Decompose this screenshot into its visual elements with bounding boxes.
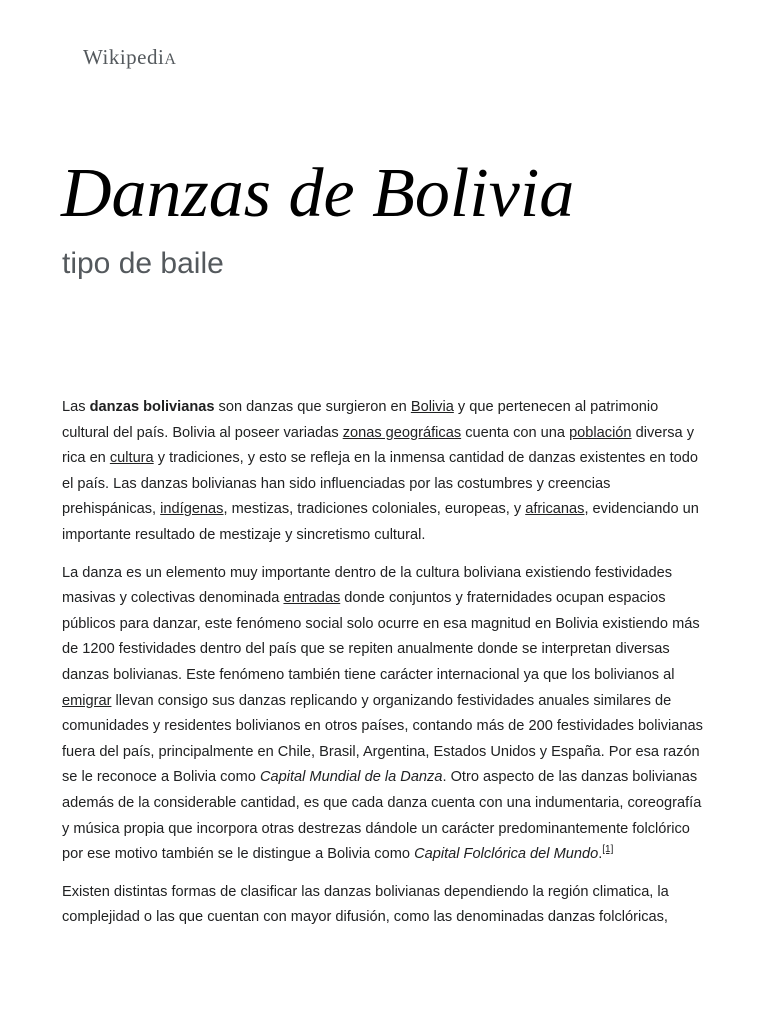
wikipedia-logo[interactable] [83, 44, 176, 73]
link-poblacion[interactable]: población [569, 424, 632, 441]
reference-1[interactable] [602, 844, 613, 855]
link-emigrar[interactable]: emigrar [62, 692, 112, 709]
text-run: son danzas que surgieron en [214, 399, 411, 415]
text-run: . Otro aspecto de las danzas bolivianas además de la considerable cantidad, es que cada danza cuenta con una indumentaria, coreografía y música propia que incorpora otras destrezas dándole un carácter predominantemente folclórico por ese motivo también se le distingue a Bolivia como [62, 769, 702, 863]
text-run: llevan consigo sus danzas replicando y organizando festividades anuales similares de comunidades y residentes bolivianos en otros países, contando más de 200 festividades bolivianas fuera del país, principalmente en Chile, Brasil, Argentina, Estados Unidos y España. Por esa razón se le reconoce a Bolivia como [62, 692, 703, 786]
paragraph-3 [62, 880, 708, 931]
logo-text-end: A [164, 51, 177, 68]
text-run: diversa y rica en [62, 424, 694, 467]
text-run: La danza es un elemento muy importante dentro de la cultura boliviana existiendo festividades masivas y colectivas denominada [62, 564, 673, 607]
link-entradas[interactable]: entradas [283, 590, 341, 607]
text-run: donde conjuntos y fraternidades ocupan espacios públicos para danzar, este fenómeno social solo ocurre en esa magnitud en Bolivia existiendo más de 1200 festividades dentro del país que se repiten anualmente donde se interpretan diversas danzas bolivianas. Este fenómeno también tiene carácter internacional ya que los bolivianos al [62, 590, 700, 683]
page-subtitle: tipo de baile [62, 247, 224, 280]
bold-term: danzas bolivianas [89, 399, 215, 415]
text-run: Las [62, 399, 90, 415]
link-cultura[interactable]: cultura [109, 450, 154, 467]
paragraph-1 [62, 395, 708, 549]
logo-text-main: Wikipedi [83, 45, 165, 69]
text-run: y que pertenecen al patrimonio cultural del país. Bolivia al poseer variadas [62, 399, 659, 441]
text-run: y tradiciones, y esto se refleja en la inmensa cantidad de danzas existentes en todo el país. Las danzas bolivianas han sido influenciadas por las costumbres y creencias prehispánicas, [62, 450, 699, 518]
text-run: Existen distintas formas de clasificar las danzas bolivianas dependiendo la región climatica, la complejidad o las que cuentan con mayor difusión, como las denominadas danzas folclóricas, [62, 883, 669, 926]
article-body [62, 395, 708, 943]
text-run: , evidenciando un importante resultado de mestizaje y sincretismo cultural. [62, 501, 699, 543]
link-bolivia[interactable]: Bolivia [410, 399, 454, 415]
link-indigenas[interactable]: indígenas [160, 501, 224, 518]
page-title: Danzas de Bolivia [61, 155, 575, 232]
text-run: cuenta con una [461, 424, 570, 441]
reference-link[interactable]: [1] [602, 844, 614, 856]
italic-capital-mundial: Capital Mundial de la Danza [259, 769, 443, 786]
italic-capital-folclorica: Capital Folclórica del Mundo [414, 846, 599, 863]
text-run: , mestizas, tradiciones coloniales, europeas, y [223, 501, 526, 518]
link-africanas[interactable]: africanas [525, 501, 585, 518]
text-run: . [598, 846, 603, 863]
paragraph-2 [62, 561, 708, 868]
link-zonas-geograficas[interactable]: zonas geográficas [342, 424, 462, 441]
